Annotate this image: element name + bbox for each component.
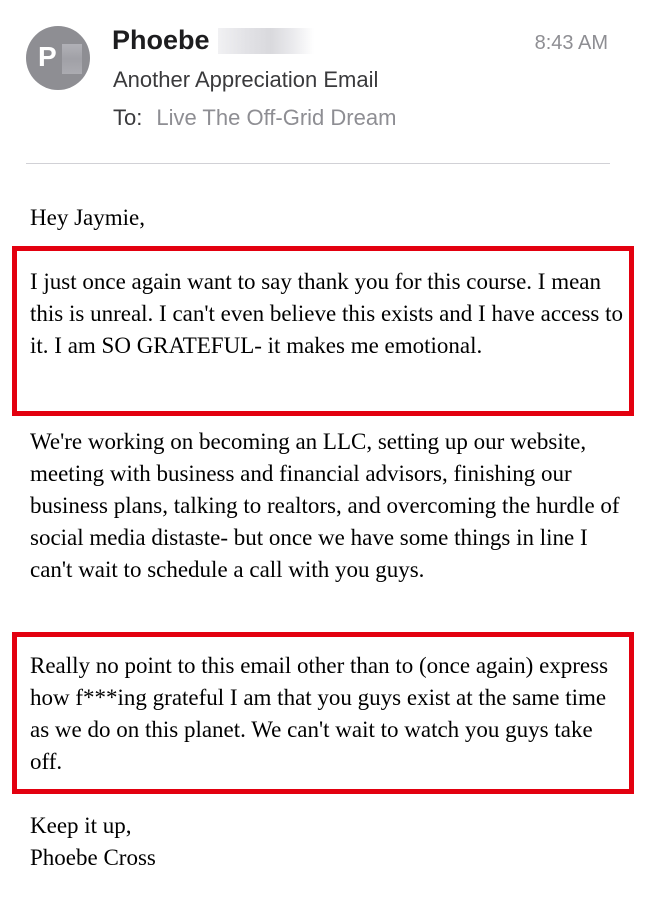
- sender-surname-redaction: [218, 28, 314, 54]
- email-greeting: Hey Jaymie,: [30, 205, 145, 230]
- sender-name[interactable]: Phoebe: [112, 25, 210, 55]
- email-header: [0, 0, 646, 165]
- header-divider: [26, 163, 610, 164]
- email-paragraph: We're working on becoming an LLC, setting up our website, meeting with business and financial advisors, finishing our business plans, talking to realtors, and overcoming the hurdle of social media distaste- but once we have some things in line I can't wait to schedule a call with you guys.: [30, 429, 620, 582]
- email-closing: Keep it up,: [30, 813, 132, 838]
- recipient-name[interactable]: Live The Off-Grid Dream: [156, 105, 397, 130]
- recipient-line: [113, 104, 396, 132]
- email-subject: Another Appreciation Email: [113, 67, 379, 92]
- sender-avatar[interactable]: [26, 26, 90, 90]
- email-paragraph: I just once again want to say thank you for this course. I mean this is unreal. I can't even believe this exists and I have access to it. I am SO GRATEFUL- it makes me emotional.: [30, 269, 624, 358]
- to-label: To:: [113, 105, 143, 130]
- avatar-redaction: [62, 44, 82, 74]
- email-paragraph: Really no point to this email other than to (once again) express how f***ing grateful I am that you guys exist at the same time as we do on this planet. We can't wait to watch you guys take off.: [30, 653, 609, 774]
- email-signature: Phoebe Cross: [30, 845, 156, 870]
- avatar-initial: P: [38, 41, 57, 72]
- email-timestamp: 8:43 AM: [534, 32, 608, 54]
